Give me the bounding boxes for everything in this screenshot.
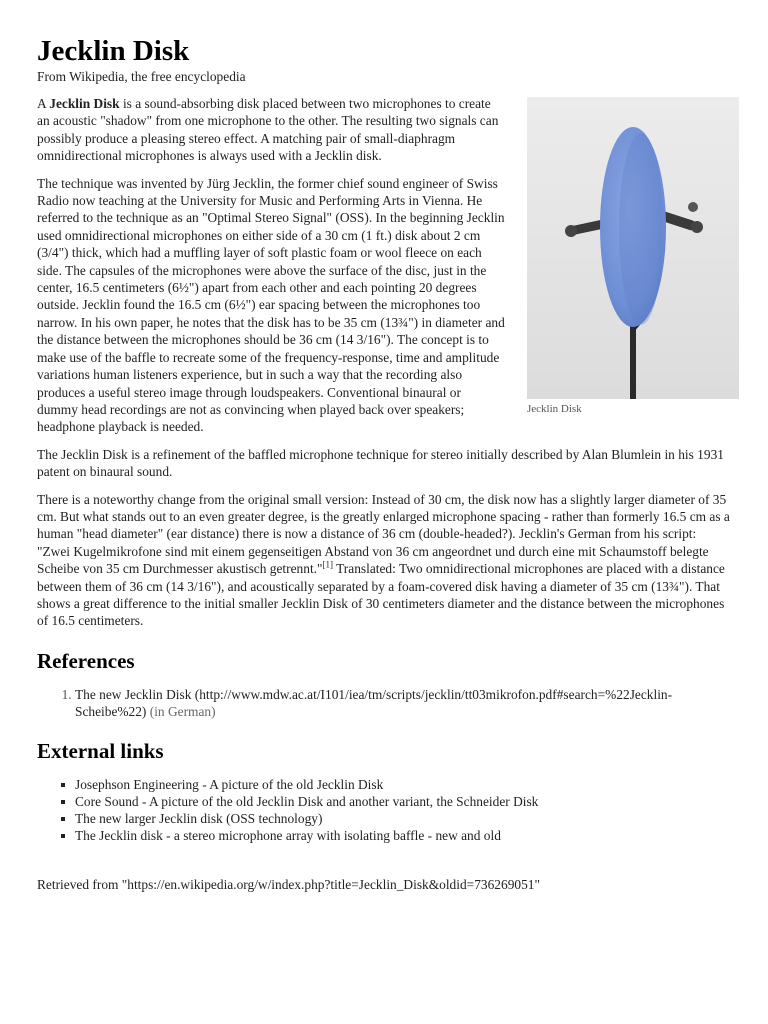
retrieved-from-footer: Retrieved from "https://en.wikipedia.org/w/index.php?title=Jecklin_Disk&oldid=736269051"	[37, 876, 540, 892]
external-links-list	[37, 776, 732, 844]
change-text-b: Translated: Two omnidirectional microphones are placed with a distance between them of 36 cm (14 3/16"), and acoustically separated by a foam-covered disk having a diameter of 35 cm (13¾"). That shows a great difference to the initial smaller Jecklin Disk of 30 centimeters diameter and the distance between the microphones of 16.5 centimeters.	[37, 561, 725, 629]
intro-bold-term: Jecklin Disk	[49, 96, 120, 111]
page-title: Jecklin Disk	[37, 35, 190, 67]
external-links-heading: External links	[37, 738, 164, 763]
jecklin-disk-photo[interactable]	[527, 97, 739, 399]
external-link[interactable]: Josephson Engineering - A picture of the old Jecklin Disk	[75, 776, 384, 792]
change-text-a: There is a noteworthy change from the original small version: Instead of 30 cm, the disk now has a slightly larger diameter of 35 cm. But what stands out to an even greater degree, is the greatly enlarged microphone spacing - rather than formerly 16.5 cm as a human "head diameter" (ear distance) there is now a distance of 36 cm (double-headed?). Jecklin's German from his script: "Zwei Kugelmikrofone sind mit einem gegenseitigen Abstand von 36 cm angeordnet und durch eine mit Schaumstoff belegte Scheibe von 35 cm Durchmesser akustisch getrennt."	[37, 491, 730, 577]
change-paragraph	[37, 491, 732, 630]
reference-link[interactable]: The new Jecklin Disk (http://www.mdw.ac.at/I101/iea/tm/scripts/jecklin/tt03mikrofon.pdf#search=%22Jecklin-Scheibe%22)	[75, 686, 673, 719]
thumbnail-figure[interactable]	[527, 97, 739, 416]
refinement-paragraph: The Jecklin Disk is a refinement of the baffled microphone technique for stereo initially described by Alan Blumlein in his 1931 patent on binaural sound.	[37, 446, 724, 480]
external-link[interactable]: Core Sound - A picture of the old Jecklin Disk and another variant, the Schneider Disk	[75, 793, 539, 809]
external-link-item	[75, 776, 732, 793]
external-link[interactable]: The new larger Jecklin disk (OSS technology)	[75, 810, 323, 826]
external-link[interactable]: The Jecklin disk - a stereo microphone array with isolating baffle - new and old	[75, 827, 501, 843]
external-link-item	[75, 810, 732, 827]
reference-language: (in German)	[146, 703, 216, 719]
references-list	[37, 686, 732, 720]
references-heading: References	[37, 648, 135, 673]
tagline: From Wikipedia, the free encyclopedia	[37, 69, 246, 84]
citation-link[interactable]: [1]	[322, 559, 333, 570]
intro-rest: is a sound-absorbing disk placed between two microphones to create an acoustic "shadow" from one microphone to the other. The resulting two signals can possibly produce a pleasing stereo effect. A matching pair of small-diaphragm omnidirectional microphones is always used with a Jecklin disk.	[37, 96, 499, 164]
reference-item	[75, 686, 732, 720]
intro-prefix: A	[37, 96, 50, 111]
history-paragraph: The technique was invented by Jürg Jecklin, the former chief sound engineer of Swiss Radio now teaching at the University for Music and Performing Arts in Vienna. He referred to the technique as an "Optimal Stereo Signal" (OSS). In the beginning Jecklin used omnidirectional microphones on either side of a 30 cm (1 ft.) disk about 2 cm (3/4") thick, which had a muffling layer of soft plastic foam or wool fleece on each side. The capsules of the microphones were above the surface of the disc, just in the center, 16.5 centimeters (6½") apart from each other and each pointing 20 degrees outside. Jecklin found the 16.5 cm (6½") ear spacing between the microphones too narrow. In his own paper, he notes that the disk has to be 35 cm (13¾") in diameter and the distance between the microphones should be 36 cm (14 3/16"). The concept is to make use of the baffle to recreate some of the frequency-response, time and amplitude variations human listeners experience, but in such a way that the recording also produces a useful stereo image through loudspeakers. Conventional binaural or dummy head recordings are not as convincing when played back over speakers; headphone playback is needed.	[37, 175, 505, 435]
image-caption: Jecklin Disk	[527, 403, 582, 415]
external-link-item	[75, 827, 732, 844]
article-content	[37, 34, 732, 893]
external-link-item	[75, 793, 732, 810]
